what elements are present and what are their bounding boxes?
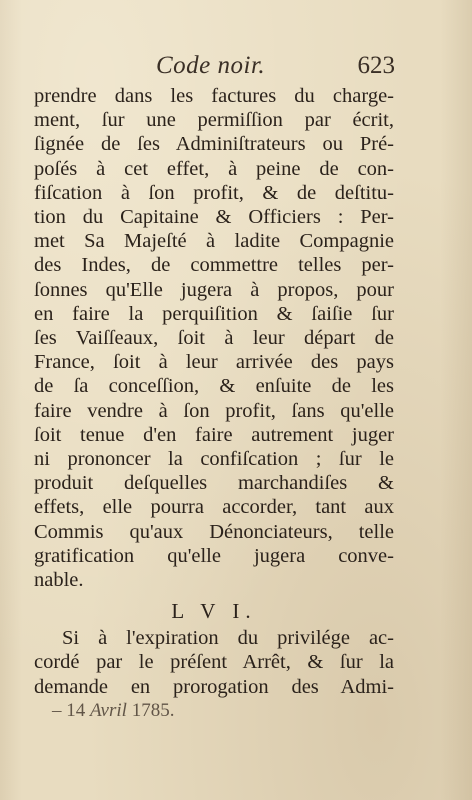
section-heading: L V I. bbox=[171, 599, 257, 624]
text-line: Si à l'expiration du privilége ac- bbox=[62, 627, 394, 650]
text-line: produit deſquelles marchandiſes & bbox=[34, 472, 394, 495]
text-line: ſes Vaiſſeaux, ſoit à leur départ de bbox=[34, 327, 394, 350]
body-text bbox=[34, 84, 394, 699]
date-day: 14 bbox=[66, 700, 86, 721]
text-line: ſonnes qu'Elle jugera à propos, pour bbox=[34, 278, 394, 301]
text-line: tion du Capitaine & Officiers : Per- bbox=[34, 206, 394, 229]
text-line-last: nable. bbox=[34, 569, 84, 592]
text-line: ſoit tenue d'en faire autrement juger bbox=[34, 423, 394, 446]
text-line: poſés à cet effet, à peine de con- bbox=[34, 157, 394, 180]
running-head bbox=[38, 52, 395, 84]
text-line: France, ſoit à leur arrivée des pays bbox=[34, 351, 394, 374]
text-line: demande en prorogation des Admi- bbox=[34, 675, 394, 698]
text-line: ſignée de ſes Adminiſtrateurs ou Pré- bbox=[34, 133, 394, 156]
text-line: en faire la perquiſition & ſaiſie ſur bbox=[34, 302, 394, 325]
text-line: ni prononcer la confiſcation ; ſur le bbox=[34, 448, 394, 471]
page-number: 623 bbox=[357, 52, 395, 79]
text-line: gratification qu'elle jugera conve- bbox=[34, 544, 394, 567]
date-year: 1785. bbox=[131, 700, 175, 721]
date-dash: – bbox=[52, 700, 67, 721]
text-line: de ſa conceſſion, & enſuite de les bbox=[34, 375, 394, 398]
date-annotation bbox=[52, 700, 174, 722]
text-line: met Sa Majeſté à ladite Compagnie bbox=[34, 230, 394, 253]
date-month: Avril bbox=[90, 700, 127, 721]
running-head-title: Code noir. bbox=[156, 52, 266, 79]
text-line: effets, elle pourra accorder, tant aux bbox=[34, 496, 394, 519]
text-line: faire vendre à ſon profit, ſans qu'elle bbox=[34, 399, 394, 422]
text-line: ment, ſur une permiſſion par écrit, bbox=[34, 109, 394, 132]
text-line: cordé par le préſent Arrêt, & ſur la bbox=[34, 651, 394, 674]
text-line: Commis qu'aux Dénonciateurs, telle bbox=[34, 520, 394, 543]
text-line: fiſcation à ſon profit, & de deſtitu- bbox=[34, 181, 394, 204]
text-line: des Indes, de commettre telles per- bbox=[34, 254, 394, 277]
text-line: prendre dans les factures du charge- bbox=[34, 85, 394, 107]
